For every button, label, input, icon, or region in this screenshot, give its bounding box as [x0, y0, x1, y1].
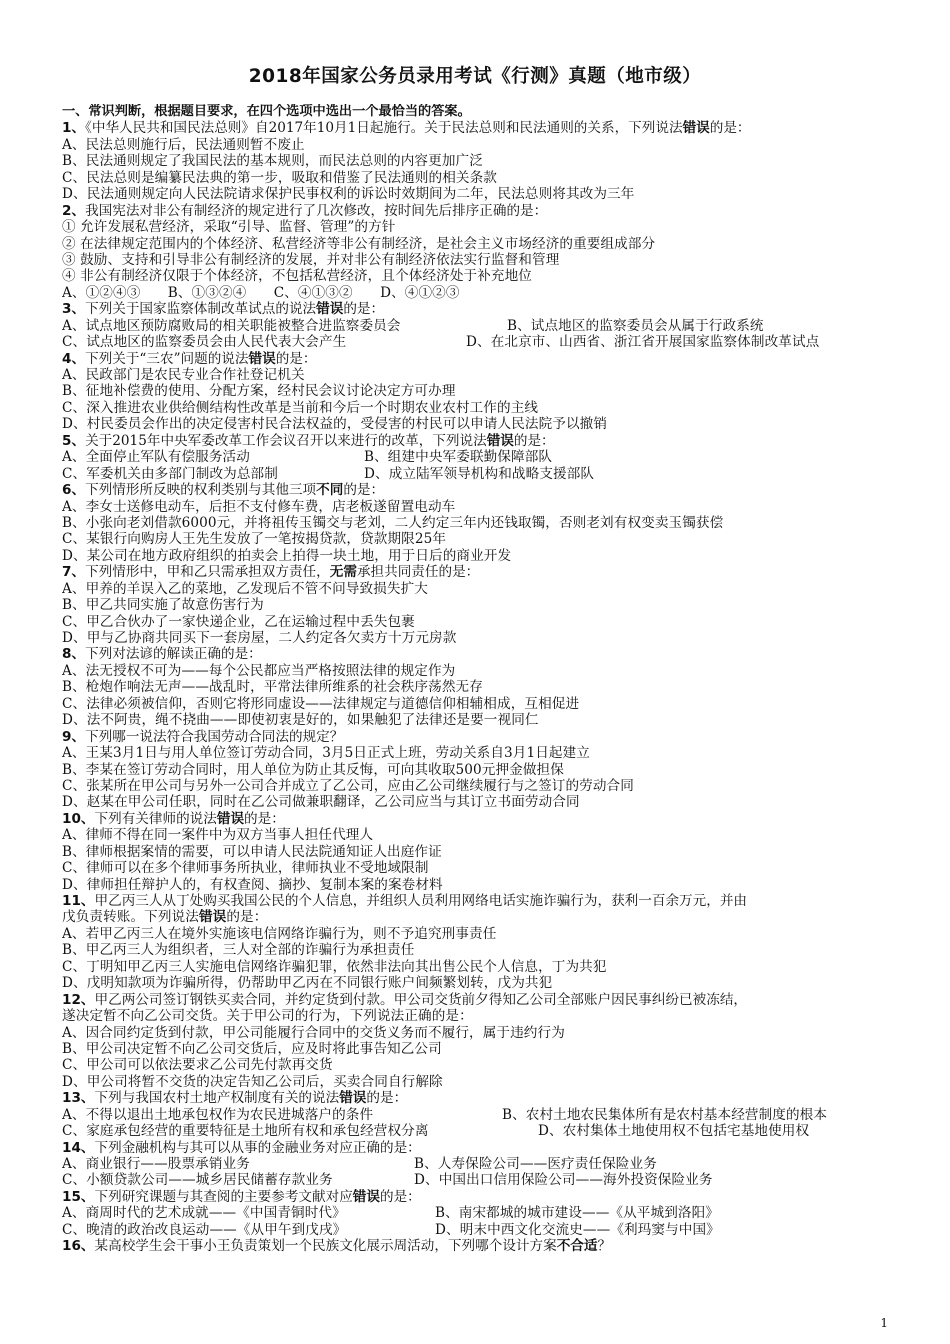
option-text: A、法无授权不可为——每个公民都应当严格按照法律的规定作为 — [62, 662, 456, 679]
option-pair — [62, 318, 898, 334]
option-text: B、枪炮作响法无声——战乱时，平常法律所维系的社会秩序荡然无存 — [62, 679, 483, 696]
option-pair — [62, 1205, 898, 1221]
option-line — [62, 926, 898, 942]
option-line — [62, 827, 898, 843]
option-text: D、戊明知款项为诈骗所得，仍帮助甲乙丙在不同银行账户间频繁划转，戊为共犯 — [62, 975, 553, 992]
option-text: A、民政部门是农民专业合作社登记机关 — [62, 367, 305, 383]
question-stem — [62, 992, 898, 1008]
option-line — [62, 383, 898, 399]
option-text: B、南宋都城的城市建设——《从平城到洛阳》 — [435, 1205, 719, 1222]
option-text: D、赵某在甲公司任职，同时在乙公司做兼职翻译，乙公司应当与其订立书面劳动合同 — [62, 794, 580, 811]
option-line — [62, 1025, 898, 1041]
option-line — [62, 548, 898, 564]
option-line — [62, 499, 898, 515]
option-line — [62, 762, 898, 778]
option-text: A、不得以退出土地承包权作为农民进城落户的条件 — [62, 1106, 374, 1123]
option-text: A、全面停止军队有偿服务活动 — [62, 449, 250, 466]
question-text: 下列研究课题与其查阅的主要参考文献对应 — [94, 1188, 353, 1205]
question-text: 某高校学生会干事小王负责策划一个民族文化展示周活动，下列哪个设计方案 — [94, 1238, 557, 1255]
option-text: A、民法总则施行后，民法通则暂不废止 — [62, 136, 305, 153]
option-text: A、甲养的羊误入乙的菜地，乙发现后不管不问导致损失扩大 — [62, 580, 428, 597]
option-text: D、甲公司将暂不交货的决定告知乙公司后，买卖合同自行解除 — [62, 1073, 443, 1090]
question-text: 我国宪法对非公有制经济的规定进行了几次修改，按时间先后排序正确的是： — [85, 202, 548, 219]
option-line — [62, 252, 898, 268]
question-number: 6、 — [62, 482, 86, 499]
option-pair — [62, 1172, 898, 1188]
option-text: D、明末中西文化交流史——《利玛窦与中国》 — [435, 1221, 720, 1238]
question-stem — [62, 482, 898, 498]
question-text-end: 的是： — [366, 1090, 408, 1107]
option-line — [62, 400, 898, 416]
option-line — [62, 663, 898, 679]
option-line — [62, 696, 898, 712]
option-text: B、甲乙共同实施了故意伤害行为 — [62, 597, 264, 614]
option-line — [62, 1041, 898, 1057]
option-line — [62, 581, 898, 597]
option-text: B、农村土地农民集体所有是农村基本经营制度的根本 — [502, 1106, 828, 1123]
option-line — [62, 236, 898, 252]
option-text: C、家庭承包经营的重要特征是土地所有权和承包经营权分离 — [62, 1123, 429, 1140]
question-text: 《中华人民共和国民法总则》自2017年10月1日起施行。关于民法总则和民法通则的关系，下列说法 — [85, 120, 683, 137]
question-text: 下列金融机构与其可以从事的金融业务对应正确的是： — [94, 1139, 421, 1156]
option-line — [62, 285, 898, 301]
option-text: A、若甲乙丙三人在境外实施该电信网络诈骗行为，则不予追究刑事责任 — [62, 925, 497, 942]
question-stem — [62, 564, 898, 580]
option-line — [62, 186, 898, 202]
question-stem — [62, 351, 898, 367]
option-line — [62, 630, 898, 646]
option-text: B、组建中央军委联勤保障部队 — [364, 449, 553, 466]
question-stem — [62, 203, 898, 219]
option-line — [62, 679, 898, 695]
option-text: C、甲乙合伙办了一家快递企业，乙在运输过程中丢失包裹 — [62, 613, 415, 630]
option-line — [62, 712, 898, 728]
option-line — [62, 877, 898, 893]
option-text: D、某公司在地方政府组织的拍卖会上拍得一块土地，用于日后的商业开发 — [62, 547, 512, 564]
option-line — [62, 778, 898, 794]
option-text: 遂决定暂不向乙公司交货。关于甲公司的行为，下列说法正确的是： — [62, 1008, 473, 1025]
option-line — [62, 1057, 898, 1073]
question-number: 5、 — [62, 432, 86, 449]
option-text: C、法律必须被信仰，否则它将形同虚设——法律规定与道德信仰相辅相成，互相促进 — [62, 695, 580, 712]
question-number: 14、 — [62, 1139, 95, 1156]
option-line — [62, 367, 898, 383]
option-text-end: 的是： — [226, 909, 268, 926]
option-text: B、试点地区的监察委员会从属于行政系统 — [507, 317, 764, 334]
option-text: C、晚清的政治改良运动——《从甲午到戊戌》 — [62, 1221, 347, 1238]
question-number: 16、 — [62, 1238, 95, 1255]
option-text: ③ 鼓励、支持和引导非公有制经济的发展，并对非公有制经济依法实行监督和管理 — [62, 251, 560, 268]
option-pair — [62, 1123, 898, 1139]
option-text: D、甲与乙协商共同买下一套房屋，二人约定各欠卖方十万元房款 — [62, 630, 457, 646]
emphasis-keyword: 错误 — [486, 432, 514, 449]
option-text: B、人寿保险公司——医疗责任保险业务 — [414, 1156, 657, 1172]
question-text-end: 的是： — [379, 1188, 421, 1205]
question-text-end: ？ — [597, 1238, 612, 1255]
question-stem — [62, 433, 898, 449]
option-line — [62, 531, 898, 547]
option-line — [62, 794, 898, 810]
emphasis-keyword: 错误 — [682, 120, 710, 137]
question-text-end: 的是： — [513, 432, 555, 449]
question-stem — [62, 1189, 898, 1205]
question-number: 10、 — [62, 810, 95, 827]
option-pair — [62, 1222, 898, 1238]
question-number: 11、 — [62, 893, 95, 909]
question-text: 下列与我国农村土地产权制度有关的说法 — [94, 1090, 340, 1107]
option-text: D、中国出口信用保险公司——海外投资保险业务 — [414, 1172, 713, 1189]
question-stem — [62, 120, 898, 136]
option-pair — [62, 466, 898, 482]
option-text: A、李女士送修电动车，后拒不支付修车费，店老板遂留置电动车 — [62, 498, 456, 515]
option-line — [62, 1008, 898, 1024]
option-line — [62, 844, 898, 860]
question-number: 1、 — [62, 120, 86, 137]
question-number: 3、 — [62, 301, 86, 318]
question-text: 下列关于“三农”问题的说法 — [85, 350, 249, 367]
option-text: D、成立陆军领导机构和战略支援部队 — [364, 465, 595, 482]
question-text-end: 承担共同责任的是： — [356, 564, 480, 581]
option-line — [62, 975, 898, 991]
option-pair — [62, 449, 898, 465]
emphasis-keyword: 错误 — [216, 810, 245, 827]
question-stem — [62, 811, 898, 827]
option-text: D、村民委员会作出的决定侵害村民合法权益的，受侵害的村民可以申请人民法院予以撤销 — [62, 416, 608, 433]
question-stem — [62, 1238, 898, 1254]
option-text: ② 在法律规定范围内的个体经济、私营经济等非公有制经济，是社会主义市场经济的重要组成部分 — [62, 235, 656, 252]
option-text: A、商周时代的艺术成就——《中国青铜时代》 — [62, 1205, 346, 1222]
option-line — [62, 219, 898, 235]
question-text: 下列情形所反映的权利类别与其他三项 — [85, 482, 317, 499]
question-text: 关于2015年中央军委改革工作会议召开以来进行的改革，下列说法 — [85, 432, 487, 449]
question-number: 9、 — [62, 728, 86, 745]
emphasis-keyword: 不同 — [316, 482, 344, 499]
option-line — [62, 909, 898, 925]
option-line — [62, 416, 898, 432]
document-body — [62, 104, 898, 1255]
option-line — [62, 959, 898, 975]
option-text: ① 允许发展私营经济，采取“引导、监督、管理”的方针 — [62, 219, 396, 236]
option-text: A、商业银行——股票承销业务 — [62, 1156, 250, 1172]
question-number: 8、 — [62, 646, 86, 663]
option-text: B、民法通则规定了我国民法的基本规则，而民法总则的内容更加广泛 — [62, 153, 483, 170]
option-line — [62, 614, 898, 630]
option-text: B、李某在签订劳动合同时，用人单位为防止其反悔，可向其收取500元押金做担保 — [62, 761, 564, 778]
option-text: C、深入推进农业供给侧结构性改革是当前和今后一个时期农业农村工作的主线 — [62, 399, 539, 416]
emphasis-keyword: 错误 — [352, 1188, 380, 1205]
option-text: C、军委机关由多部门制改为总部制 — [62, 465, 278, 482]
question-text-end: 的是： — [343, 482, 385, 499]
question-number: 12、 — [62, 991, 95, 1008]
option-text: C、律师可以在多个律师事务所执业，律师执业不受地域限制 — [62, 860, 429, 877]
option-text: D、法不阿贵，绳不挠曲——即使初衷是好的，如果触犯了法律还是要一视同仁 — [62, 712, 539, 729]
question-stem — [62, 301, 898, 317]
option-text: A、因合同约定货到付款，甲公司能履行合同中的交货义务而不履行，属于违约行为 — [62, 1024, 565, 1041]
option-text: C、小额贷款公司——城乡居民储蓄存款业务 — [62, 1172, 333, 1189]
option-text: D、在北京市、山西省、浙江省开展国家监察体制改革试点 — [466, 334, 820, 351]
option-text: C、张某所在甲公司与另外一公司合并成立了乙公司，应由乙公司继续履行与之签订的劳动合同 — [62, 777, 634, 794]
option-pair — [62, 1156, 898, 1172]
option-line — [62, 153, 898, 169]
option-line — [62, 515, 898, 531]
question-text-end: 的是： — [275, 350, 317, 367]
option-text: C、丁明知甲乙丙三人实施电信网络诈骗犯罪，依然非法向其出售公民个人信息，丁为共犯 — [62, 958, 607, 975]
question-number: 15、 — [62, 1188, 95, 1205]
question-number: 7、 — [62, 564, 86, 581]
question-number: 2、 — [62, 202, 86, 219]
option-line — [62, 1074, 898, 1090]
question-stem — [62, 646, 898, 662]
section-heading: 一、常识判断，根据题目要求，在四个选项中选出一个最恰当的答案。 — [62, 104, 471, 119]
option-pair — [62, 1107, 898, 1123]
option-text: A、律师不得在同一案件中为双方当事人担任代理人 — [62, 827, 374, 844]
option-text: A、试点地区预防腐败局的相关职能被整合进监察委员会 — [62, 317, 401, 334]
question-text: 下列有关律师的说法 — [94, 810, 217, 827]
option-text: D、律师担任辩护人的，有权查阅、摘抄、复制本案的案卷材料 — [62, 876, 443, 893]
option-text: D、民法通则规定向人民法院请求保护民事权利的诉讼时效期间为二年，民法总则将其改为三年 — [62, 186, 635, 203]
emphasis-keyword: 错误 — [316, 301, 344, 318]
option-line — [62, 268, 898, 284]
question-text: 下列哪一说法符合我国劳动合同法的规定？ — [85, 728, 344, 745]
page-title: 2018年国家公务员录用考试《行测》真题（地市级） — [248, 66, 702, 87]
question-text: 下列对法谚的解读正确的是： — [85, 646, 262, 663]
question-number: 4、 — [62, 350, 86, 367]
emphasis-keyword: 错误 — [339, 1090, 367, 1107]
option-text: C、甲公司可以依法要求乙公司先付款再交货 — [62, 1057, 333, 1074]
option-text: C、民法总则是编纂民法典的第一步，吸取和借鉴了民法通则的相关条款 — [62, 169, 498, 186]
option-text: 戊负责转账。下列说法 — [62, 909, 199, 926]
question-text-end: 的是： — [343, 301, 385, 318]
question-text-end: 的是： — [244, 810, 285, 827]
option-line — [62, 137, 898, 153]
emphasis-keyword: 不合适 — [556, 1238, 598, 1255]
emphasis-keyword: 无需 — [329, 564, 357, 581]
question-text: 甲乙两公司签订钢铁买卖合同，并约定货到付款。甲公司交货前夕得知乙公司全部账户因民事纠纷已被冻结， — [94, 991, 748, 1008]
option-text: A、王某3月1日与用人单位签订劳动合同，3月5日正式上班，劳动关系自3月1日起建立 — [62, 745, 590, 762]
option-text: A、①②④③ B、①③②④ C、④①③② D、④①②③ — [62, 284, 460, 301]
option-line — [62, 942, 898, 958]
option-text: B、甲乙丙三人为组织者，三人对全部的诈骗行为承担责任 — [62, 942, 415, 959]
option-line — [62, 170, 898, 186]
question-text: 下列关于国家监察体制改革试点的说法 — [85, 301, 317, 318]
option-text: C、试点地区的监察委员会由人民代表大会产生 — [62, 334, 347, 351]
option-text: ④ 非公有制经济仅限于个体经济，不包括私营经济，且个体经济处于补充地位 — [62, 268, 533, 285]
question-stem — [62, 1090, 898, 1106]
question-number: 13、 — [62, 1090, 95, 1107]
option-text: C、某银行向购房人王先生发放了一笔按揭贷款，贷款期限25年 — [62, 531, 447, 548]
emphasis-keyword: 错误 — [198, 909, 227, 926]
question-stem — [62, 893, 898, 909]
question-stem — [62, 1140, 898, 1156]
option-line — [62, 597, 898, 613]
option-text: B、征地补偿费的使用、分配方案，经村民会议讨论决定方可办理 — [62, 383, 456, 400]
question-text-end: 的是： — [709, 120, 751, 137]
question-text: 甲乙丙三人从丁处购买我国公民的个人信息，并组织人员利用网络电话实施诈骗行为，获利一百余万元，并由 — [94, 893, 748, 909]
option-text: B、律师根据案情的需要，可以申请人民法院通知证人出庭作证 — [62, 843, 442, 860]
page-number: 1 — [880, 1316, 888, 1330]
option-line — [62, 860, 898, 876]
option-line — [62, 745, 898, 761]
option-pair — [62, 334, 898, 350]
question-text: 下列情形中，甲和乙只需承担双方责任， — [85, 564, 330, 581]
question-stem — [62, 729, 898, 745]
option-text: D、农村集体土地使用权不包括宅基地使用权 — [538, 1123, 810, 1140]
option-text: B、小张向老刘借款6000元，并将祖传玉镯交与老刘，二人约定三年内还钱取镯，否则老刘有权变卖玉镯获偿 — [62, 514, 724, 531]
emphasis-keyword: 错误 — [248, 350, 276, 367]
option-text: B、甲公司决定暂不向乙公司交货后，应及时将此事告知乙公司 — [62, 1040, 442, 1057]
